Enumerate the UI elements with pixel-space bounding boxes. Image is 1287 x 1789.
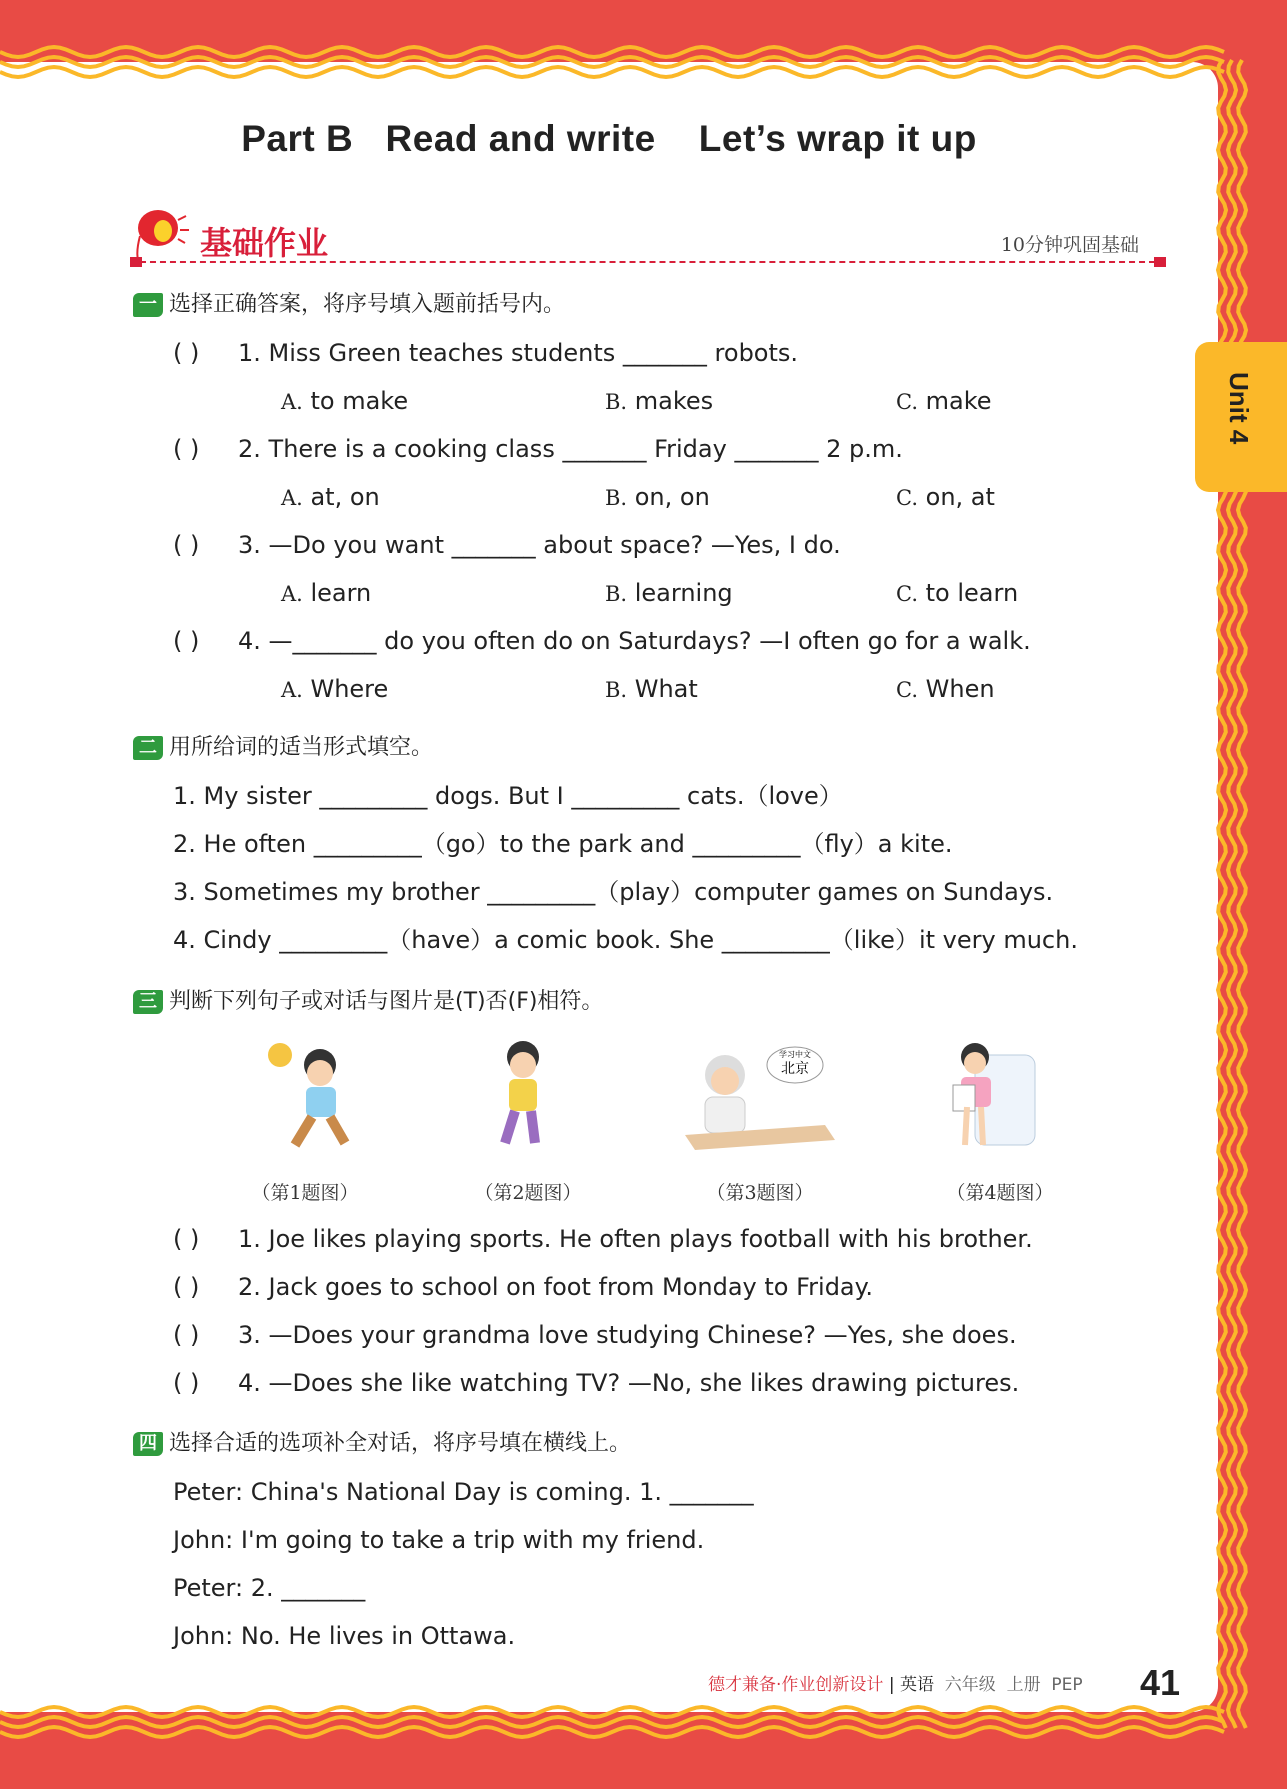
divider-end-right — [1154, 257, 1166, 267]
illustration-4 — [915, 1035, 1085, 1160]
dialogue-line: Peter: China's National Day is coming. 1. _______ — [173, 1478, 754, 1506]
speech-bubble-small-text: 学习中文 — [779, 1050, 811, 1059]
footer-edition: PEP — [1051, 1675, 1083, 1695]
option-text: What — [627, 675, 698, 703]
option-c[interactable] — [896, 569, 1018, 617]
option-text: on, on — [627, 483, 710, 511]
section-heading — [133, 731, 433, 765]
section-heading — [133, 288, 565, 322]
section-header-subtitle: 10分钟巩固基础 — [1000, 234, 1139, 256]
unit-tab-label: Unit 4 — [1224, 372, 1254, 445]
option-letter: C. — [896, 678, 918, 702]
section-number-badge: 一 — [133, 293, 163, 317]
dialogue-line: John: I'm going to take a trip with my friend. — [173, 1526, 705, 1554]
option-c[interactable] — [896, 473, 995, 521]
answer-bracket[interactable]: ( ) — [173, 1273, 200, 1301]
section-heading — [133, 1427, 631, 1461]
fill-blank-item: 3. Sometimes my brother _________（play）computer games on Sundays. — [173, 878, 1054, 906]
section-heading — [133, 985, 603, 1019]
unit-tab[interactable] — [1195, 342, 1287, 492]
option-c[interactable] — [896, 665, 995, 713]
fill-blank-item: 4. Cindy _________（have）a comic book. She _________（like）it very much. — [173, 926, 1078, 954]
answer-bracket[interactable]: ( ) — [173, 531, 200, 559]
option-letter: C. — [896, 390, 918, 414]
illustration-2 — [443, 1035, 613, 1160]
section-instruction: 用所给词的适当形式填空。 — [169, 735, 434, 760]
option-letter: A. — [281, 582, 303, 606]
option-b[interactable] — [605, 473, 710, 521]
option-letter: C. — [896, 582, 918, 606]
option-a[interactable] — [281, 569, 371, 617]
option-text: makes — [627, 387, 714, 415]
footer-brand: 德才兼备·作业创新设计 — [708, 1675, 884, 1695]
section-number-badge: 三 — [133, 990, 163, 1014]
question-text: 3. —Do you want _______ about space? —Yes, I do. — [238, 531, 841, 559]
option-letter: A. — [281, 678, 303, 702]
option-letter: C. — [896, 486, 918, 510]
picture-caption: （第1题图） — [251, 1182, 359, 1204]
answer-bracket[interactable]: ( ) — [173, 1225, 200, 1253]
fill-blank-item: 1. My sister _________ dogs. But I _________ cats.（love） — [173, 782, 843, 810]
divider-end-left — [130, 257, 142, 267]
option-c[interactable] — [896, 377, 992, 425]
dialogue-line: Peter: 2. _______ — [173, 1574, 366, 1602]
option-letter: A. — [281, 390, 303, 414]
option-text: learn — [302, 579, 372, 607]
option-text: make — [918, 387, 992, 415]
dialogue-line: John: No. He lives in Ottawa. — [173, 1622, 516, 1650]
page-number: 41 — [1140, 1662, 1181, 1703]
statement-text: 2. Jack goes to school on foot from Monday to Friday. — [238, 1273, 874, 1301]
section-instruction: 判断下列句子或对话与图片是(T)否(F)相符。 — [169, 989, 604, 1014]
answer-bracket[interactable]: ( ) — [173, 435, 200, 463]
picture-caption: （第2题图） — [474, 1182, 582, 1204]
section-number-badge: 四 — [133, 1432, 163, 1456]
answer-bracket[interactable]: ( ) — [173, 1369, 200, 1397]
question-text: 4. —_______ do you often do on Saturdays? —I often go for a walk. — [238, 627, 1031, 655]
alarm-bell-icon — [130, 206, 192, 262]
statement-text: 4. —Does she like watching TV? —No, she likes drawing pictures. — [238, 1369, 1020, 1397]
option-text: at, on — [302, 483, 380, 511]
option-text: to learn — [918, 579, 1019, 607]
option-b[interactable] — [605, 377, 713, 425]
option-text: to make — [302, 387, 409, 415]
section-number-badge: 二 — [133, 736, 163, 760]
footer-grade: 六年级 — [944, 1675, 996, 1695]
answer-bracket[interactable]: ( ) — [173, 627, 200, 655]
option-letter: B. — [605, 582, 628, 606]
picture-caption: （第3题图） — [706, 1182, 814, 1204]
option-b[interactable] — [605, 569, 733, 617]
option-a[interactable] — [281, 473, 380, 521]
option-letter: B. — [605, 390, 628, 414]
fill-blank-item: 2. He often _________（go）to the park and _________（fly）a kite. — [173, 830, 953, 858]
page-title: Part B Read and write Let’s wrap it up — [241, 118, 977, 159]
option-text: on, at — [918, 483, 995, 511]
picture-caption: （第4题图） — [946, 1182, 1054, 1204]
option-text: When — [918, 675, 995, 703]
illustration-1 — [220, 1035, 390, 1160]
option-letter: A. — [281, 486, 303, 510]
question-text: 2. There is a cooking class _______ Friday _______ 2 p.m. — [238, 435, 903, 463]
question-text: 1. Miss Green teaches students _______ robots. — [238, 339, 799, 367]
illustration-3 — [675, 1035, 845, 1160]
speech-bubble-text: 北京 — [781, 1061, 809, 1077]
option-a[interactable] — [281, 665, 388, 713]
option-text: learning — [627, 579, 733, 607]
option-b[interactable] — [605, 665, 698, 713]
option-letter: B. — [605, 486, 628, 510]
footer — [708, 1670, 1083, 1700]
option-letter: B. — [605, 678, 628, 702]
option-text: Where — [302, 675, 389, 703]
footer-subject: 英语 — [899, 1675, 934, 1695]
footer-volume: 上册 — [1006, 1675, 1041, 1695]
section-instruction: 选择合适的选项补全对话，将序号填在横线上。 — [169, 1431, 632, 1456]
dashed-divider — [130, 261, 1165, 263]
answer-bracket[interactable]: ( ) — [173, 339, 200, 367]
option-a[interactable] — [281, 377, 408, 425]
statement-text: 1. Joe likes playing sports. He often plays football with his brother. — [238, 1225, 1033, 1253]
footer-sep: | — [888, 1675, 895, 1695]
section-header-title: 基础作业 — [200, 224, 329, 262]
statement-text: 3. —Does your grandma love studying Chinese? —Yes, she does. — [238, 1321, 1017, 1349]
section-instruction: 选择正确答案，将序号填入题前括号内。 — [169, 292, 566, 317]
answer-bracket[interactable]: ( ) — [173, 1321, 200, 1349]
